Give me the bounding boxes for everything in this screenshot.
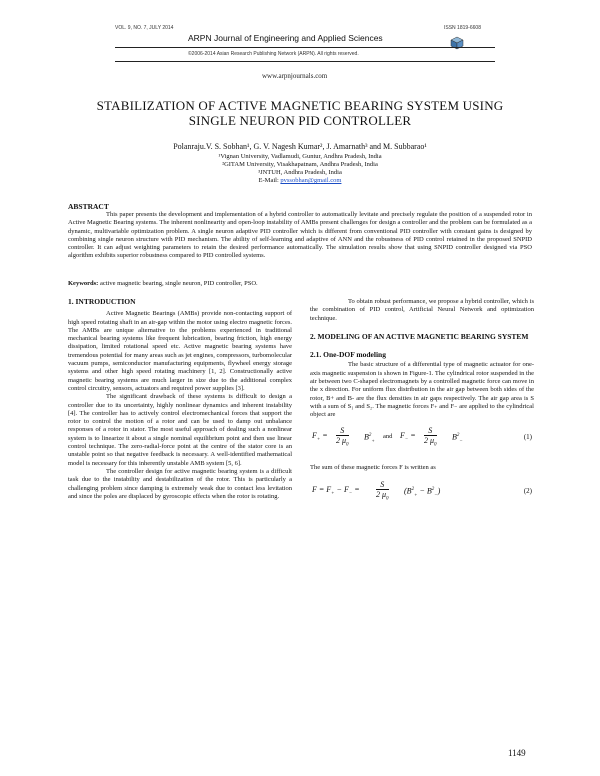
right-column	[310, 298, 534, 510]
equation-1: $F_+$ = $\frac{S}{2 \mu_0}$ $B^2_+$ and $F_-$ = $\frac{S}{2 \mu_0}$ $B^2_-$ (1)	[312, 425, 532, 448]
intro-paragraph-3: The controller design for active magnetic bearing system is a difficult task due to the instability and destabilization of the rotor. This is particularly a challenging problem since damping is extremely weak due to contact less levitation and since the poles are displaced by gyroscopic effects when the rotor is rotating.	[68, 467, 292, 500]
right-paragraph-1: To obtain robust performance, we propose a hybrid controller, which is the combination of PID control, Artificial Neural Network and optimization technique.	[310, 298, 534, 322]
affiliations	[100, 153, 500, 185]
sum-forces-text: The sum of these magnetic forces F is written as	[310, 463, 436, 471]
email-link[interactable]: pvssobhan@gmail.com	[280, 177, 342, 184]
journal-url[interactable]: www.arpnjournals.com	[262, 72, 328, 80]
intro-paragraph-1: Active Magnetic Bearings (AMBs) provide non-contacting support of high speed rotating shaft in an air-gap within the motor using electro magnetic forces. The AMBs are unique alternative to the problems experienced in traditional mechanical bearing systems like frequent lubrication, bearing friction, high energy dissipation, limited rotational speed etc. Active magnetic bearing systems have tremendous potential for many areas such as jet engines, compressors, turbomolecular vacuum pumps, semiconductor manufacturing equipments, flywheel energy storage systems and other high speed rotating machinery [1, 2]. Constructionally active magnetic bearing systems are much larger in size due to the additional complex control circuitry, sensors, actuators and required power supplies [3].	[68, 310, 292, 392]
eq1-number: (1)	[523, 432, 532, 441]
email-label: E-Mail:	[258, 177, 281, 184]
modeling-heading: 2. MODELING OF AN ACTIVE MAGNETIC BEARING SYSTEM	[310, 331, 529, 341]
keywords-text: active magnetic bearing, single neuron, PID controller, PSO.	[98, 280, 258, 287]
abstract-text: This paper presents the development and implementation of a hybrid controller to automatically levitate and precisely regulate the position of a suspended rotor in Active Magnetic Bearing systems. The inherent nonlinearity and open-loop instability of AMBs present challenges for design a controller and the problem can be formulated as a dynamic, multivariable optimization problem. A single neuron adaptive PID controller which is different from conventional PID controller with constant gains is designed by combining single neuron structure with PID mechanism. The ability of self-learning and adaptive of ANN and the robustness of PID control retained in the proposed SNPID controller. It can adjust weighting parameters to retain the desired performance automatically. The simulation results show that using SNPID controller designed via PSO algorithm exhibits superior robustness compared to PID controlled systems.	[68, 211, 532, 260]
affiliation-3: ³JNTUH, Andhra Pradesh, India	[258, 169, 342, 176]
page-number: 1149	[508, 748, 526, 758]
affiliation-2: ²GITAM University, Visakhapatnam, Andhra Pradesh, India	[222, 161, 378, 168]
intro-paragraph-2: The significant drawback of these systems is difficult to design a controller due to its uncertainty, highly nonlinear dynamics and inherent instability [4]. The controller has to actively control electromechanical forces that support the rotor to control the motion of a rotor and can be used to damp out unbalance responses of a rotor in stator. The most useful approach of dealing such a nonlinear system is to linearize it about a single nominal equilibrium point and then use linear control technique. The zero-radial-force point at the centre of the stator core is an unstable point so that negative feedback is necessary. A well-identified mathematical model is necessary for this inherently unstable AMB system [5, 6].	[68, 393, 292, 467]
keywords	[68, 280, 532, 288]
modeling-paragraph: The basic structure of a differential type of magnetic actuator for one-axis magnetic suspension is shown in Figure-1. The cylindrical rotor suspended in the air between two C-shaped electromagnets by a controlled magnetic force can move in the x direction. For uniform flux distribution in the air gap between both sides of the rotor, B+ and B- are the flux densities in air gaps respectively. The air gap area is S with a sum of S₁ and S₂. The magnetic forces F₊ and F₋ are applied to the cylindrical object are	[310, 361, 534, 419]
email-line	[100, 177, 500, 185]
paper-title: STABILIZATION OF ACTIVE MAGNETIC BEARING SYSTEM USING SINGLE NEURON PID CONTROLLER	[96, 98, 504, 128]
journal-name: ARPN Journal of Engineering and Applied Sciences	[188, 33, 383, 43]
journal-logo	[450, 36, 464, 55]
header-rule-bottom	[115, 61, 495, 62]
one-dof-heading: 2.1. One-DOF modeling	[310, 350, 386, 360]
intro-heading: 1. INTRODUCTION	[68, 297, 136, 306]
eq2-number: (2)	[523, 486, 532, 495]
affiliation-1: ¹Vignan University, Vadlamudi, Guntur, Andhra Pradesh, India	[218, 153, 382, 160]
volume-info: VOL. 9, NO. 7, JULY 2014	[115, 25, 174, 31]
author-list: Polanraju.V. S. Sobhan¹, G. V. Nagesh Kumar², J. Amarnath³ and M. Subbarao¹	[173, 142, 427, 151]
eq1-and: and	[383, 432, 393, 440]
issn: ISSN 1819-6608	[444, 25, 481, 31]
equation-2: $F = F_+ - F_-$ = $\frac{S}{2 \mu_0}$ $(B^2_+ - B^2_-)$ (2)	[312, 479, 532, 502]
abstract-heading: ABSTRACT	[68, 202, 109, 211]
copyright: ©2006-2014 Asian Research Publishing Network (ARPN). All rights reserved.	[188, 51, 359, 57]
header-rule	[115, 47, 495, 48]
keywords-label: Keywords:	[68, 280, 99, 287]
left-column	[68, 298, 292, 501]
